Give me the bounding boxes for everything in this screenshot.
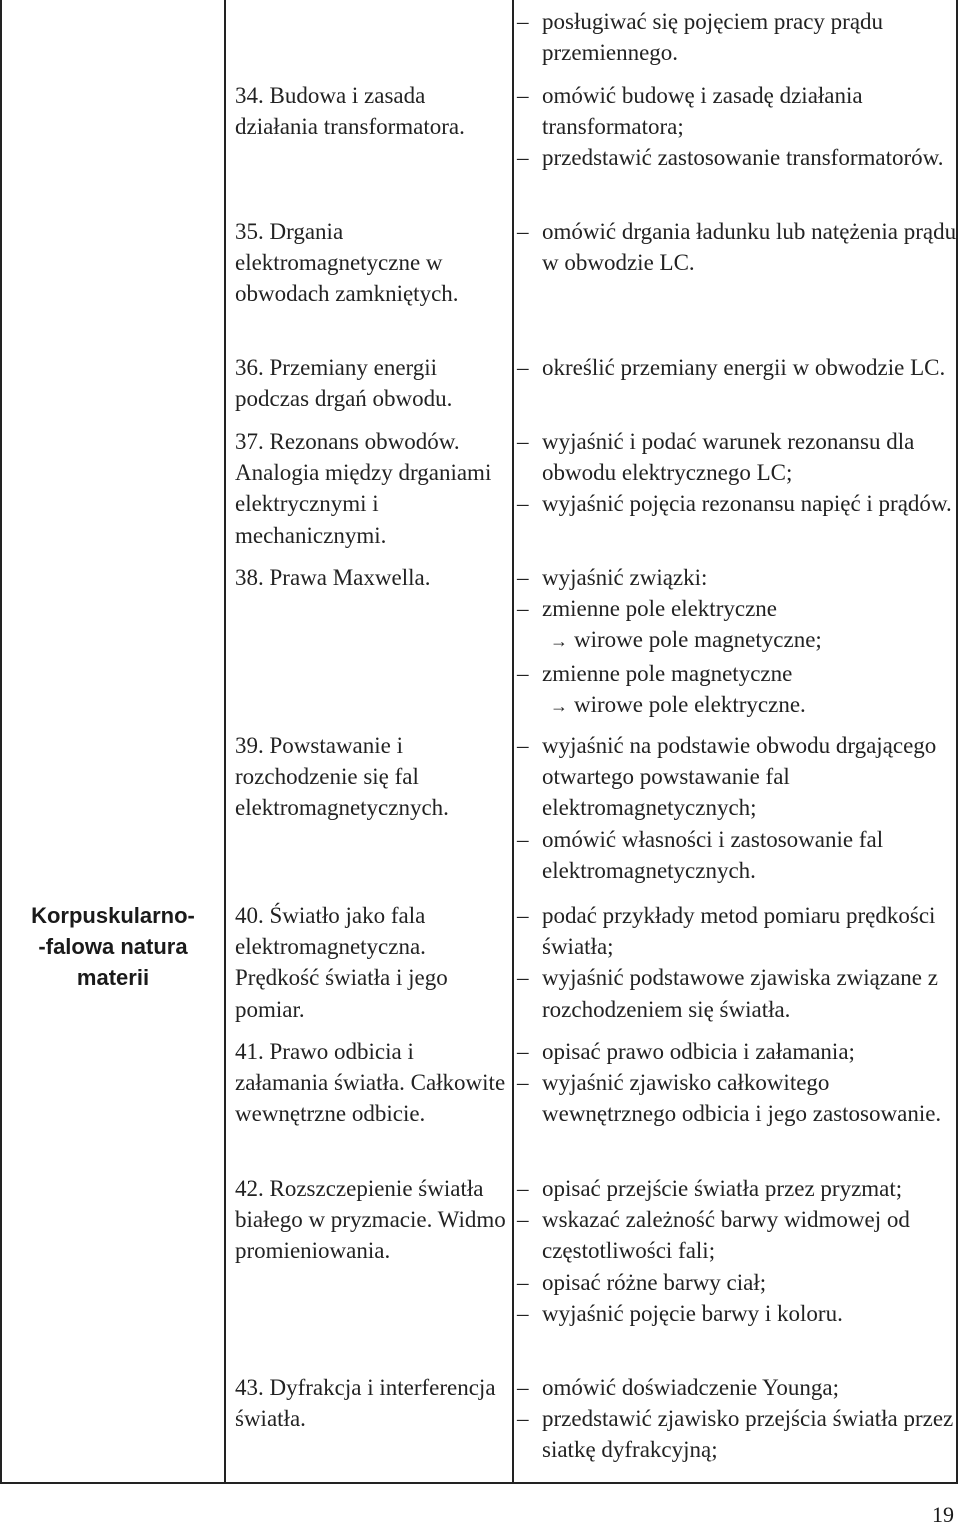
topic-40: 40. Światło jako fala elektromagnetyczna. Prędkość światła i jego pomiar. xyxy=(235,903,448,1022)
dash-marker: – xyxy=(517,1207,529,1233)
requirement-text: omówić budowę i zasadę działania transformatora; xyxy=(542,83,863,140)
requirement-text: wyjaśnić zjawisko całkowitego wewnętrznego odbicia i jego zastosowanie. xyxy=(542,1070,942,1127)
requirements-list xyxy=(517,80,957,174)
topic-39: 39. Powstawanie i rozchodzenie się fal elektromagnetycznych. xyxy=(235,733,449,821)
requirement-arrow-item xyxy=(517,689,957,722)
dash-marker: – xyxy=(517,1269,529,1295)
dash-marker: – xyxy=(517,733,529,758)
dash-marker: – xyxy=(517,219,529,244)
requirement-item xyxy=(517,730,957,824)
requirement-arrow-item xyxy=(517,624,957,657)
requirement-item xyxy=(517,488,957,519)
dash-marker: – xyxy=(517,491,529,517)
requirement-text: wyjaśnić podstawowe zjawiska związane z rozchodzeniem się światła. xyxy=(542,965,938,1022)
topic-37: 37. Rezonans obwodów. Analogia między drganiami elektrycznymi i mechanicznymi. xyxy=(235,429,492,548)
requirement-text: wyjaśnić i podać warunek rezonansu dla obwodu elektrycznego LC; xyxy=(542,429,915,486)
topic-43: 43. Dyfrakcja i interferencja światła. xyxy=(235,1375,496,1432)
requirement-item xyxy=(517,658,957,689)
requirement-text: wskazać zależność barwy widmowej od częstotliwości fali; xyxy=(542,1207,910,1264)
requirements-list xyxy=(517,1036,957,1130)
requirement-text: omówić doświadczenie Younga; xyxy=(542,1375,840,1400)
requirement-item xyxy=(517,80,957,142)
dash-marker: – xyxy=(517,1406,529,1432)
dash-marker: – xyxy=(517,596,529,622)
topic-34: 34. Budowa i zasada działania transformatora. xyxy=(235,83,465,140)
dash-marker: – xyxy=(517,1070,529,1096)
requirements-list xyxy=(517,1372,957,1466)
requirement-text: zmienne pole magnetyczne xyxy=(542,660,793,686)
section-label-line: materii xyxy=(76,965,150,990)
requirement-text: posługiwać się pojęciem pracy prądu przemiennego. xyxy=(542,9,884,66)
requirement-item xyxy=(517,593,957,624)
requirement-item xyxy=(517,562,957,593)
requirements-list xyxy=(517,216,957,278)
requirement-text: przedstawić zastosowanie transformatorów. xyxy=(542,145,944,171)
arrow-icon: → xyxy=(550,631,568,652)
dash-marker: – xyxy=(517,1176,529,1201)
dash-marker: – xyxy=(517,429,529,454)
dash-marker: – xyxy=(517,1300,529,1326)
requirement-item xyxy=(517,6,957,68)
dash-marker: – xyxy=(517,965,529,991)
dash-marker: – xyxy=(517,1375,529,1400)
requirement-text: określić przemiany energii w obwodzie LC. xyxy=(542,355,946,380)
dash-marker: – xyxy=(517,355,529,380)
requirement-item xyxy=(517,900,957,962)
requirements-list xyxy=(517,352,957,383)
requirement-text: opisać prawo odbicia i załamania; xyxy=(542,1039,855,1064)
requirement-text: omówić drgania ładunku lub natężenia prądu w obwodzie LC. xyxy=(542,219,957,276)
section-label-line: -falowa natura xyxy=(38,934,188,959)
dash-marker: – xyxy=(517,903,529,928)
requirement-text: przedstawić zjawisko przejścia światła przez siatkę dyfrakcyjną; xyxy=(542,1406,954,1463)
section-label-line: Korpuskularno- xyxy=(31,903,195,928)
requirement-item xyxy=(517,1403,957,1465)
arrow-icon: → xyxy=(550,695,568,716)
requirements-list xyxy=(517,426,957,520)
requirements-list xyxy=(517,562,957,722)
section-label xyxy=(2,900,224,993)
requirement-item xyxy=(517,1036,957,1067)
dash-marker: – xyxy=(517,83,529,108)
requirement-text: zmienne pole elektryczne xyxy=(542,596,777,622)
requirement-item xyxy=(517,1298,957,1329)
requirement-item xyxy=(517,142,957,173)
dash-marker: – xyxy=(517,145,529,171)
column-divider xyxy=(224,0,226,1482)
dash-marker: – xyxy=(517,660,529,686)
requirement-item xyxy=(517,352,957,383)
requirements-list xyxy=(517,900,957,1025)
requirement-item xyxy=(517,1173,957,1204)
requirement-item xyxy=(517,426,957,488)
dash-marker: – xyxy=(517,9,529,34)
dash-marker: – xyxy=(517,1039,529,1064)
requirement-item xyxy=(517,824,957,886)
requirement-item xyxy=(517,962,957,1024)
requirement-item xyxy=(517,216,957,278)
topic-36: 36. Przemiany energii podczas drgań obwodu. xyxy=(235,355,453,412)
requirement-item xyxy=(517,1267,957,1298)
topic-42: 42. Rozszczepienie światła białego w pryzmacie. Widmo promieniowania. xyxy=(235,1176,506,1264)
requirement-text: wirowe pole magnetyczne; xyxy=(574,627,822,653)
column-divider xyxy=(512,0,514,1482)
dash-marker: – xyxy=(517,826,529,852)
requirement-text: opisać przejście światła przez pryzmat; xyxy=(542,1176,903,1201)
requirements-list xyxy=(517,730,957,886)
topic-38: 38. Prawa Maxwella. xyxy=(235,565,431,590)
requirement-text: podać przykłady metod pomiaru prędkości światła; xyxy=(542,903,936,960)
requirements-list xyxy=(517,6,957,68)
topic-35: 35. Drgania elektromagnetyczne w obwodach zamkniętych. xyxy=(235,219,459,307)
requirement-text: wirowe pole elektryczne. xyxy=(574,691,806,717)
requirement-text: wyjaśnić na podstawie obwodu drgającego otwartego powstawanie fal elektromagnetycznych; xyxy=(542,733,937,821)
dash-marker: – xyxy=(517,565,529,590)
page-number: 19 xyxy=(932,1502,954,1527)
topic-41: 41. Prawo odbicia i załamania światła. Całkowite wewnętrzne odbicie. xyxy=(235,1039,506,1127)
requirement-item xyxy=(517,1067,957,1129)
requirement-text: wyjaśnić pojęcie barwy i koloru. xyxy=(542,1300,843,1326)
requirement-item xyxy=(517,1204,957,1266)
requirement-item xyxy=(517,1372,957,1403)
requirement-text: wyjaśnić związki: xyxy=(542,565,708,590)
requirement-text: wyjaśnić pojęcia rezonansu napięć i prądów. xyxy=(542,491,952,517)
requirements-list xyxy=(517,1173,957,1329)
requirement-text: opisać różne barwy ciał; xyxy=(542,1269,767,1295)
requirement-text: omówić własności i zastosowanie fal elektromagnetycznych. xyxy=(542,826,884,883)
